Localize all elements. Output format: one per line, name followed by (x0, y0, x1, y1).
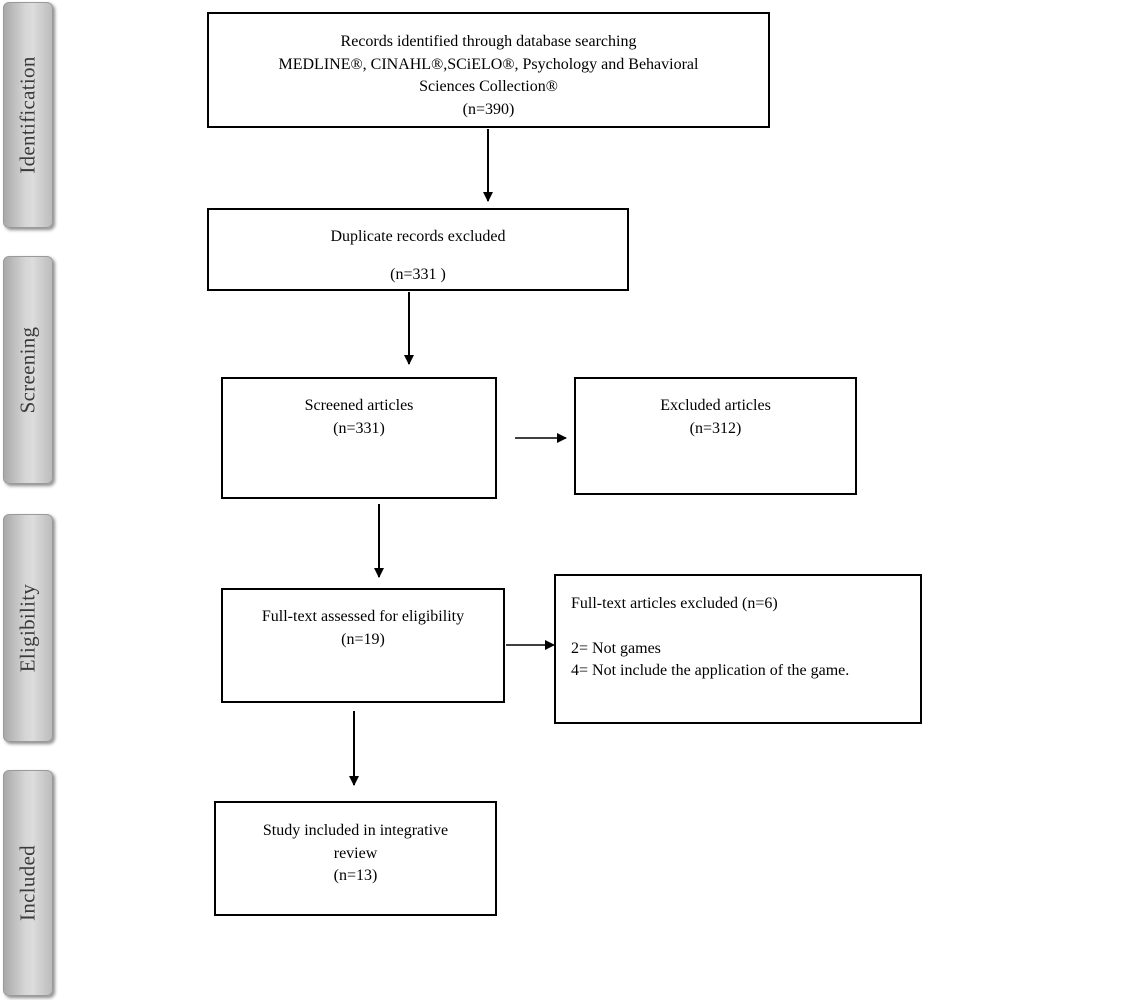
fulltext-label: Full-text assessed for eligibility (261, 608, 465, 625)
records-count: (n=390) (462, 100, 515, 118)
fulltext-excluded-reason-1: 2= Not games (571, 639, 661, 657)
stage-label-included: Included (15, 845, 40, 921)
included-title: Study included in integrative (262, 822, 449, 839)
records-databases: MEDLINE®, CINAHL®,SCiELO®, Psychology and Behavioral (278, 55, 699, 73)
fulltext-count: (n=19) (341, 630, 385, 648)
records-databases-cont: Sciences Collection® (419, 78, 558, 95)
excluded-label: Excluded articles (660, 397, 771, 414)
fulltext-excluded-label: Full-text articles excluded (n=6) (571, 595, 778, 612)
screened-count: (n=331) (333, 419, 385, 437)
records-title: Records identified through database searching (340, 33, 637, 50)
stage-label-screening: Screening (15, 326, 40, 414)
fulltext-excluded-reason-2: 4= Not include the application of the game. (571, 662, 850, 679)
duplicates-count: (n=331 ) (390, 265, 446, 283)
stage-label-identification: Identification (15, 56, 40, 174)
screened-label: Screened articles (304, 397, 414, 414)
excluded-count: (n=312) (689, 419, 742, 437)
stage-label-eligibility: Eligibility (15, 583, 40, 673)
duplicates-label: Duplicate records excluded (330, 228, 506, 245)
included-title-cont: review (333, 844, 378, 862)
included-count: (n=13) (333, 867, 378, 884)
